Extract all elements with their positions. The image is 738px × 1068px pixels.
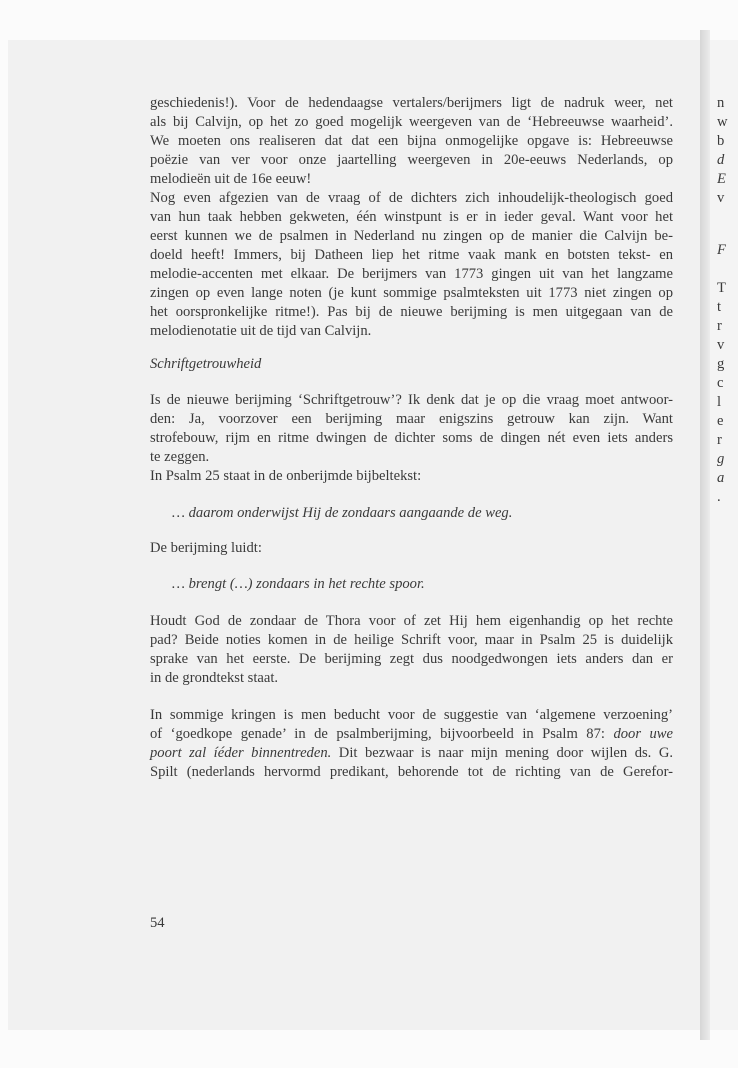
fragment: b — [717, 133, 725, 149]
paragraph-2 — [150, 189, 673, 341]
text-line: pad? Beide noties komen in de heilige Schrift voor, maar in Psalm 25 is duidelijk — [150, 632, 673, 648]
text-line: melodienotatie uit de tijd van Calvijn. — [150, 323, 372, 339]
page-number: 54 — [150, 915, 165, 931]
text-line: strofebouw, rijm en ritme dwingen de dichter soms de dingen nét even iets anders — [150, 430, 673, 446]
fragment: n — [717, 95, 725, 111]
fragment: T — [717, 280, 726, 296]
text-line: We moeten ons realiseren dat dat een bijna onmogelijke opgave is: Hebreeuwse — [150, 133, 673, 149]
text-line: doeld heeft! Immers, bij Datheen liep het ritme vaak mank en botsten tekst- en — [150, 247, 673, 263]
text-line: geschiedenis!). Voor de hedendaagse vertalers/berijmers ligt de nadruk weer, net — [150, 95, 673, 111]
fragment: . — [717, 489, 721, 505]
text-line: poëzie van ver voor onze jaartelling weergeven in 20e-eeuws Nederlands, op — [150, 152, 673, 168]
text-line: den: Ja, voorzover een berijming maar enigszins getrouw kan zijn. Want — [150, 411, 673, 427]
paragraph-5 — [150, 706, 673, 782]
fragment: E — [717, 171, 726, 187]
fragment: e — [717, 413, 724, 429]
fragment: r — [717, 432, 722, 448]
text-line: De berijming luidt: — [150, 540, 262, 556]
text-line: te zeggen. — [150, 449, 210, 465]
fragment: g — [717, 356, 725, 372]
paragraph-4 — [150, 612, 673, 688]
fragment: t — [717, 299, 722, 315]
facing-page-text-fragments — [717, 94, 737, 507]
text-line: het oorspronkelijke ritme!). Pas bij de nieuwe berijming is men uitgegaan van de — [150, 304, 673, 320]
body-text — [150, 94, 673, 782]
fragment: w — [717, 114, 728, 130]
text-line: In sommige kringen is men beducht voor de suggestie van ‘algemene verzoening’ — [150, 707, 673, 723]
text-line: melodieën uit de 16e eeuw! — [150, 171, 312, 187]
text-line — [150, 725, 673, 744]
fragment: g — [717, 451, 725, 467]
fragment — [717, 260, 737, 279]
bible-quote: … daarom onderwijst Hij de zondaars aangaande de weg. — [172, 505, 513, 521]
fragment: l — [717, 394, 722, 410]
text-span: of ‘goedkope genade’ in de psalmberijming, bijvoorbeeld in Psalm 87: — [150, 726, 605, 742]
text-line: zingen op even lange noten (je kunt sommige psalmteksten uit 1773 niet zingen op — [150, 285, 673, 301]
text-line: eerst kunnen we de psalmen in Nederland nu zingen op de manier die Calvijn be- — [150, 228, 673, 244]
book-gutter — [700, 30, 710, 1040]
fragment: v — [717, 190, 725, 206]
text-line — [150, 744, 673, 763]
text-line: als bij Calvijn, op het zo goed mogelijk weergeven van de ‘Hebreeuwse waarheid’. — [150, 114, 673, 130]
fragment: r — [717, 318, 722, 334]
text-line: in de grondtekst staat. — [150, 670, 279, 686]
paragraph-1 — [150, 94, 673, 189]
text-line: Houdt God de zondaar de Thora voor of zet Hij hem eigenhandig op het rechte — [150, 613, 673, 629]
text-line: sprake van het eerste. De berijming zegt dus noodgedwongen iets anders dan er — [150, 651, 673, 667]
text-line: van hun taak hebben gekweten, één winstpunt is er in ieder geval. Want voor het — [150, 209, 673, 225]
fragment: d — [717, 152, 725, 168]
text-line: Is de nieuwe berijming ‘Schriftgetrouw’? Ik denk dat je op die vraag moet antwoor- — [150, 392, 673, 408]
fragment: c — [717, 375, 724, 391]
text-span: Dit bezwaar is naar mijn mening door wijlen ds. G. — [331, 745, 674, 761]
rhymed-quote: … brengt (…) zondaars in het rechte spoor. — [172, 576, 425, 592]
section-heading: Schriftgetrouwheid — [150, 356, 262, 372]
text-line: melodie-accenten met elkaar. De berijmers van 1773 gingen uit van het langzame — [150, 266, 673, 282]
fragment: a — [717, 470, 725, 486]
italic-span: door uwe — [613, 726, 673, 742]
fragment: F — [717, 242, 726, 258]
paragraph-3 — [150, 391, 673, 467]
fragment — [717, 208, 737, 227]
fragment: v — [717, 337, 725, 353]
text-line: Nog even afgezien van de vraag of de dichters zich inhoudelijk-theologisch goed — [150, 190, 673, 206]
italic-span: poort zal íéder binnentreden. — [150, 745, 332, 761]
text-line: In Psalm 25 staat in de onberijmde bijbeltekst: — [150, 468, 422, 484]
text-line: Spilt (nederlands hervormd predikant, behorende tot de richting van de Gerefor- — [150, 764, 673, 780]
